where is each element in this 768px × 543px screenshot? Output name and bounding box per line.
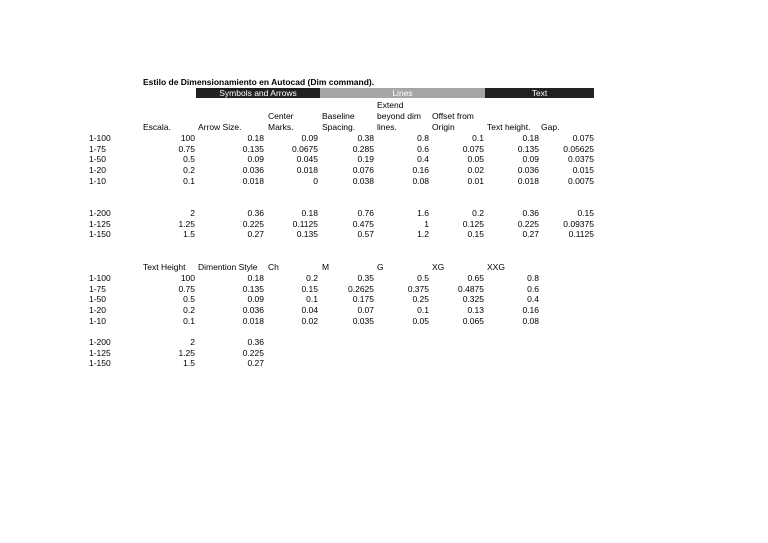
t1g1-cell: 0.045	[296, 154, 318, 165]
t1g1-cell: 0.4	[417, 154, 429, 165]
t1g1-cell: 0.075	[572, 133, 594, 143]
t1g2-scale-label: 1-125	[89, 218, 111, 229]
header-arrow-size: Arrow Size.	[198, 122, 242, 132]
t2g2-cell: 0.36	[247, 337, 264, 347]
t1g1-cell: 0.09	[522, 154, 539, 165]
t1g1-cell: 0.135	[517, 143, 539, 154]
t2g2-cell: 0.225	[242, 347, 264, 358]
t2g2-scale-label: 1-125	[89, 347, 111, 358]
t1g1-scale-label: 1-20	[89, 165, 107, 176]
t2g1-cell: 0.09	[247, 294, 264, 305]
header2-ch: Ch	[268, 262, 279, 272]
t1g1-cell: 0.1	[472, 133, 484, 143]
t1g1-cell: 0.015	[572, 165, 594, 176]
t1g1-cell: 0.18	[247, 133, 264, 143]
t1g1-cell: 0.75	[178, 143, 195, 154]
t1g2-scale-label: 1-200	[89, 208, 111, 218]
t1g1-scale-label: 1-75	[89, 143, 107, 154]
t2g2-cell: 1.5	[183, 358, 195, 369]
t2g1-cell: 0.04	[301, 305, 318, 316]
t1g2-cell: 0.2	[472, 208, 484, 218]
t2g1-cell: 0.1	[417, 305, 429, 316]
t1g2-cell: 0.36	[247, 208, 264, 218]
t1g2-cell: 1.6	[417, 208, 429, 218]
t2g1-cell: 0.15	[301, 283, 318, 294]
t1g2-scale-label: 1-150	[89, 229, 111, 240]
t1g1-cell: 0.02	[467, 165, 484, 176]
t1g1-cell: 0.16	[412, 165, 429, 176]
header2-text-height: Text Height	[143, 262, 186, 272]
header-offset-1: Offset from	[432, 111, 474, 121]
t1g2-cell: 0.09375	[563, 218, 594, 229]
t1g1-cell: 0.38	[357, 133, 374, 143]
t1g1-cell: 0.6	[417, 143, 429, 154]
header-center-2: Marks.	[268, 122, 294, 132]
t1g2-cell: 0.76	[357, 208, 374, 218]
t2g1-cell: 0.05	[412, 315, 429, 326]
t2g1-cell: 0.75	[178, 283, 195, 294]
t1g1-cell: 0.285	[352, 143, 374, 154]
band-text: Text	[485, 88, 594, 98]
t1g2-cell: 0.15	[577, 208, 594, 218]
t1g1-cell: 0.036	[517, 165, 539, 176]
t2g1-scale-label: 1-10	[89, 315, 107, 326]
t1g2-cell: 0.475	[352, 218, 374, 229]
t1g1-scale-label: 1-50	[89, 154, 107, 165]
t2g1-cell: 0.325	[462, 294, 484, 305]
t1g1-cell: 0.19	[357, 154, 374, 165]
t2g1-cell: 0.65	[467, 273, 484, 283]
t1g1-cell: 0.018	[296, 165, 318, 176]
t1g1-cell: 0.075	[462, 143, 484, 154]
t2g1-cell: 0.18	[247, 273, 264, 283]
t2g1-cell: 0.1	[183, 315, 195, 326]
t2g1-cell: 0.175	[352, 294, 374, 305]
header-extend-2: beyond dim	[377, 111, 421, 121]
t1g1-cell: 0.05	[467, 154, 484, 165]
header-extend-1: Extend	[377, 100, 404, 110]
t1g1-cell: 0.076	[352, 165, 374, 176]
t1g1-cell: 0.018	[517, 175, 539, 186]
t2g1-cell: 0.25	[412, 294, 429, 305]
header2-xg: XG	[432, 262, 445, 272]
t2g1-cell: 0.6	[527, 283, 539, 294]
t1g1-cell: 0.08	[412, 175, 429, 186]
t2g1-cell: 0.4875	[458, 283, 484, 294]
t1g1-cell: 0.0375	[568, 154, 594, 165]
t2g1-cell: 0.065	[462, 315, 484, 326]
t2g1-cell: 0.35	[357, 273, 374, 283]
t1g1-cell: 0.09	[247, 154, 264, 165]
t1g1-cell: 0.0675	[292, 143, 318, 154]
header-text-height: Text height.	[487, 122, 531, 132]
t1g1-cell: 0.18	[522, 133, 539, 143]
t2g1-cell: 0.07	[357, 305, 374, 316]
t1g2-cell: 0.15	[467, 229, 484, 240]
header-baseline-1: Baseline	[322, 111, 355, 121]
t1g2-cell: 0.225	[517, 218, 539, 229]
t1g2-cell: 0.27	[247, 229, 264, 240]
t1g1-scale-label: 1-100	[89, 133, 111, 143]
t1g2-cell: 0.1125	[292, 218, 318, 229]
t1g1-cell: 0.135	[242, 143, 264, 154]
t2g1-scale-label: 1-50	[89, 294, 107, 305]
t1g2-cell: 0.36	[522, 208, 539, 218]
t1g1-cell: 0.1	[183, 175, 195, 186]
header2-g: G	[377, 262, 384, 272]
t1g2-cell: 0.57	[357, 229, 374, 240]
t2g1-cell: 0.2625	[348, 283, 374, 294]
t2g1-cell: 0.16	[522, 305, 539, 316]
t1g2-cell: 0.27	[522, 229, 539, 240]
t1g1-cell: 0	[313, 175, 318, 186]
t2g1-cell: 0.5	[183, 294, 195, 305]
t1g1-cell: 0.5	[183, 154, 195, 165]
t2g2-cell: 0.27	[247, 358, 264, 369]
t1g2-cell: 0.225	[242, 218, 264, 229]
t1g1-cell: 0.036	[242, 165, 264, 176]
t2g1-cell: 0.135	[242, 283, 264, 294]
header2-m: M	[322, 262, 330, 272]
band-lines: Lines	[320, 88, 485, 98]
t2g1-cell: 0.02	[301, 315, 318, 326]
page-title: Estilo de Dimensionamiento en Autocad (Dim command).	[143, 77, 375, 87]
t2g1-cell: 0.08	[522, 315, 539, 326]
t1g2-cell: 2	[190, 208, 195, 218]
t2g2-scale-label: 1-200	[89, 337, 111, 347]
t1g2-cell: 0.1125	[568, 229, 594, 240]
t2g1-cell: 0.035	[352, 315, 374, 326]
t1g1-cell: 0.09	[301, 133, 318, 143]
t1g1-cell: 0.0075	[568, 175, 594, 186]
header-extend-3: lines.	[377, 122, 397, 132]
t2g1-cell: 0.1	[306, 294, 318, 305]
t2g1-cell: 0.018	[242, 315, 264, 326]
t1g2-cell: 0.135	[296, 229, 318, 240]
t2g1-cell: 0.2	[183, 305, 195, 316]
t1g2-cell: 0.18	[301, 208, 318, 218]
t1g2-cell: 1.2	[417, 229, 429, 240]
header-gap: Gap.	[541, 122, 560, 132]
header2-xxg: XXG	[487, 262, 505, 272]
t1g1-cell: 0.018	[242, 175, 264, 186]
t1g2-cell: 1.5	[183, 229, 195, 240]
header-baseline-2: Spacing.	[322, 122, 356, 132]
t2g2-scale-label: 1-150	[89, 358, 111, 369]
t1g1-cell: 100	[180, 133, 195, 143]
t1g1-cell: 0.8	[417, 133, 429, 143]
t1g2-cell: 1.25	[178, 218, 195, 229]
t2g1-cell: 0.036	[242, 305, 264, 316]
t2g1-cell: 0.13	[467, 305, 484, 316]
t2g1-scale-label: 1-20	[89, 305, 107, 316]
t1g1-scale-label: 1-10	[89, 175, 107, 186]
t1g1-cell: 0.01	[467, 175, 484, 186]
t1g1-cell: 0.05625	[563, 143, 594, 154]
t2g2-cell: 1.25	[178, 347, 195, 358]
t2g1-cell: 0.8	[527, 273, 539, 283]
t2g1-cell: 0.2	[306, 273, 318, 283]
band-symbols-arrows: Symbols and Arrows	[196, 88, 320, 98]
t2g1-scale-label: 1-75	[89, 283, 107, 294]
header-center-1: Center	[268, 111, 294, 121]
t2g1-cell: 0.4	[527, 294, 539, 305]
header-offset-2: Origin	[432, 122, 455, 132]
t2g1-scale-label: 1-100	[89, 273, 111, 283]
t1g2-cell: 0.125	[462, 218, 484, 229]
header2-dimention-style: Dimention Style	[198, 262, 258, 272]
t2g1-cell: 0.5	[417, 273, 429, 283]
t1g1-cell: 0.038	[352, 175, 374, 186]
t1g1-cell: 0.2	[183, 165, 195, 176]
header-escala: Escala.	[143, 122, 171, 132]
t2g2-cell: 2	[190, 337, 195, 347]
t2g1-cell: 0.375	[407, 283, 429, 294]
t2g1-cell: 100	[180, 273, 195, 283]
t1g2-cell: 1	[424, 218, 429, 229]
